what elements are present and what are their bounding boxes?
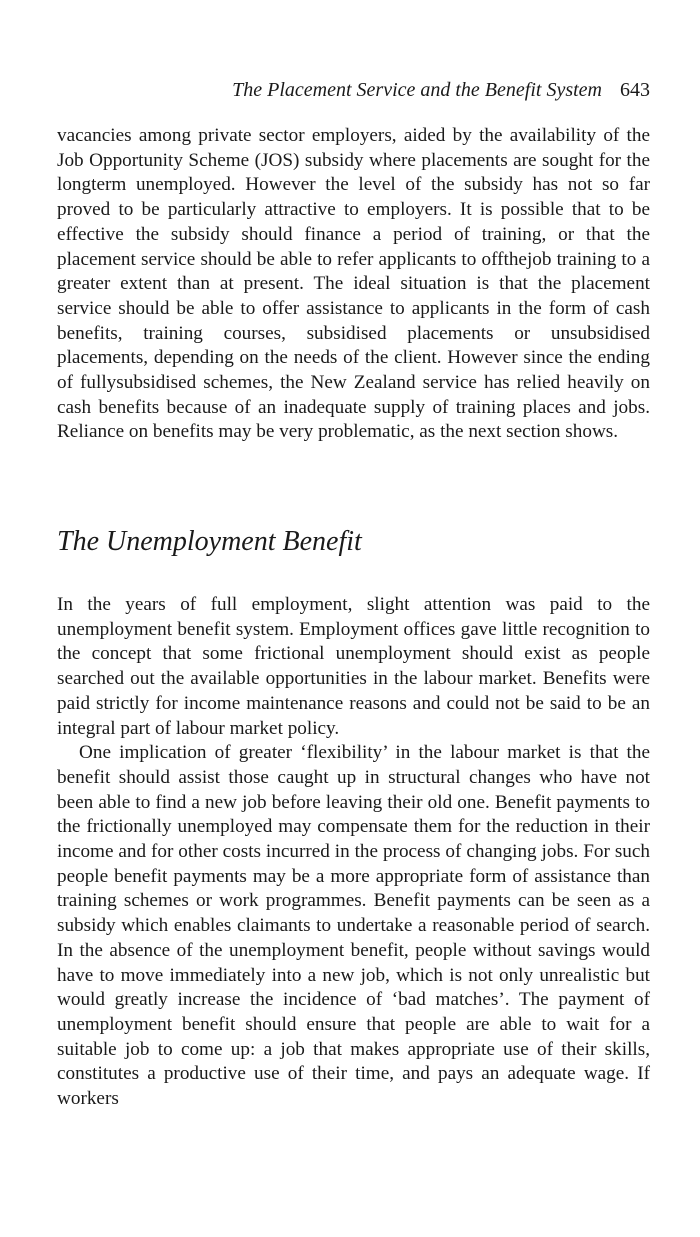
page-number: 643 <box>620 79 650 101</box>
body-paragraph: In the years of full employment, slight attention was paid to the unemployment benefit system. Employment offices gave little recognition to the concept that some frictional unemployment should exist as people searched out the available opportunities in the labour market. Benefits were paid strictly for income maintenance reasons and could not be said to be an integral part of labour market policy. <box>57 594 650 739</box>
section-body <box>57 593 650 1112</box>
body-paragraph: One implication of greater ‘flexibility’ in the labour market is that the benefit should assist those caught up in structural changes who have not been able to find a new job before leaving their old one. Benefit payments to the frictionally unemployed may compensate them for the reduction in their income and for other costs incurred in the process of changing jobs. For such people benefit payments may be a more appropriate form of assistance than training schemes or work programmes. Benefit payments can be seen as a subsidy which enables claimants to undertake a reasonable period of search. In the absence of the unemployment benefit, people without savings would have to move immediately into a new job, which is not only unrealistic but would greatly increase the incidence of ‘bad matches’. The payment of unemployment benefit should ensure that people are able to wait for a suitable job to come up: a job that makes appropriate use of their skills, constitutes a productive use of their time, and pays an adequate wage. If workers <box>57 742 650 1110</box>
continued-paragraph-block <box>57 124 650 445</box>
running-title: The Placement Service and the Benefit System <box>232 79 602 101</box>
section-heading: The Unemployment Benefit <box>57 526 362 557</box>
body-paragraph: vacancies among private sector employers, aided by the availability of the Job Opportunity Scheme (JOS) subsidy where placements are sought for the longterm unemployed. However the level of the subsidy has not so far proved to be particularly attractive to employers. It is possible that to be effective the subsidy should finance a period of training, or that the placement service should be able to refer applicants to offthejob training to a greater extent than at present. The ideal situation is that the placement service should be able to offer assistance to applicants in the form of cash benefits, training courses, subsidised placements or unsubsidised placements, depending on the needs of the client. However since the ending of fullysubsidised schemes, the New Zealand service has relied heavily on cash benefits because of an inadequate supply of training places and jobs. Reliance on benefits may be very problematic, as the next section shows. <box>57 125 650 443</box>
running-head <box>232 78 650 102</box>
